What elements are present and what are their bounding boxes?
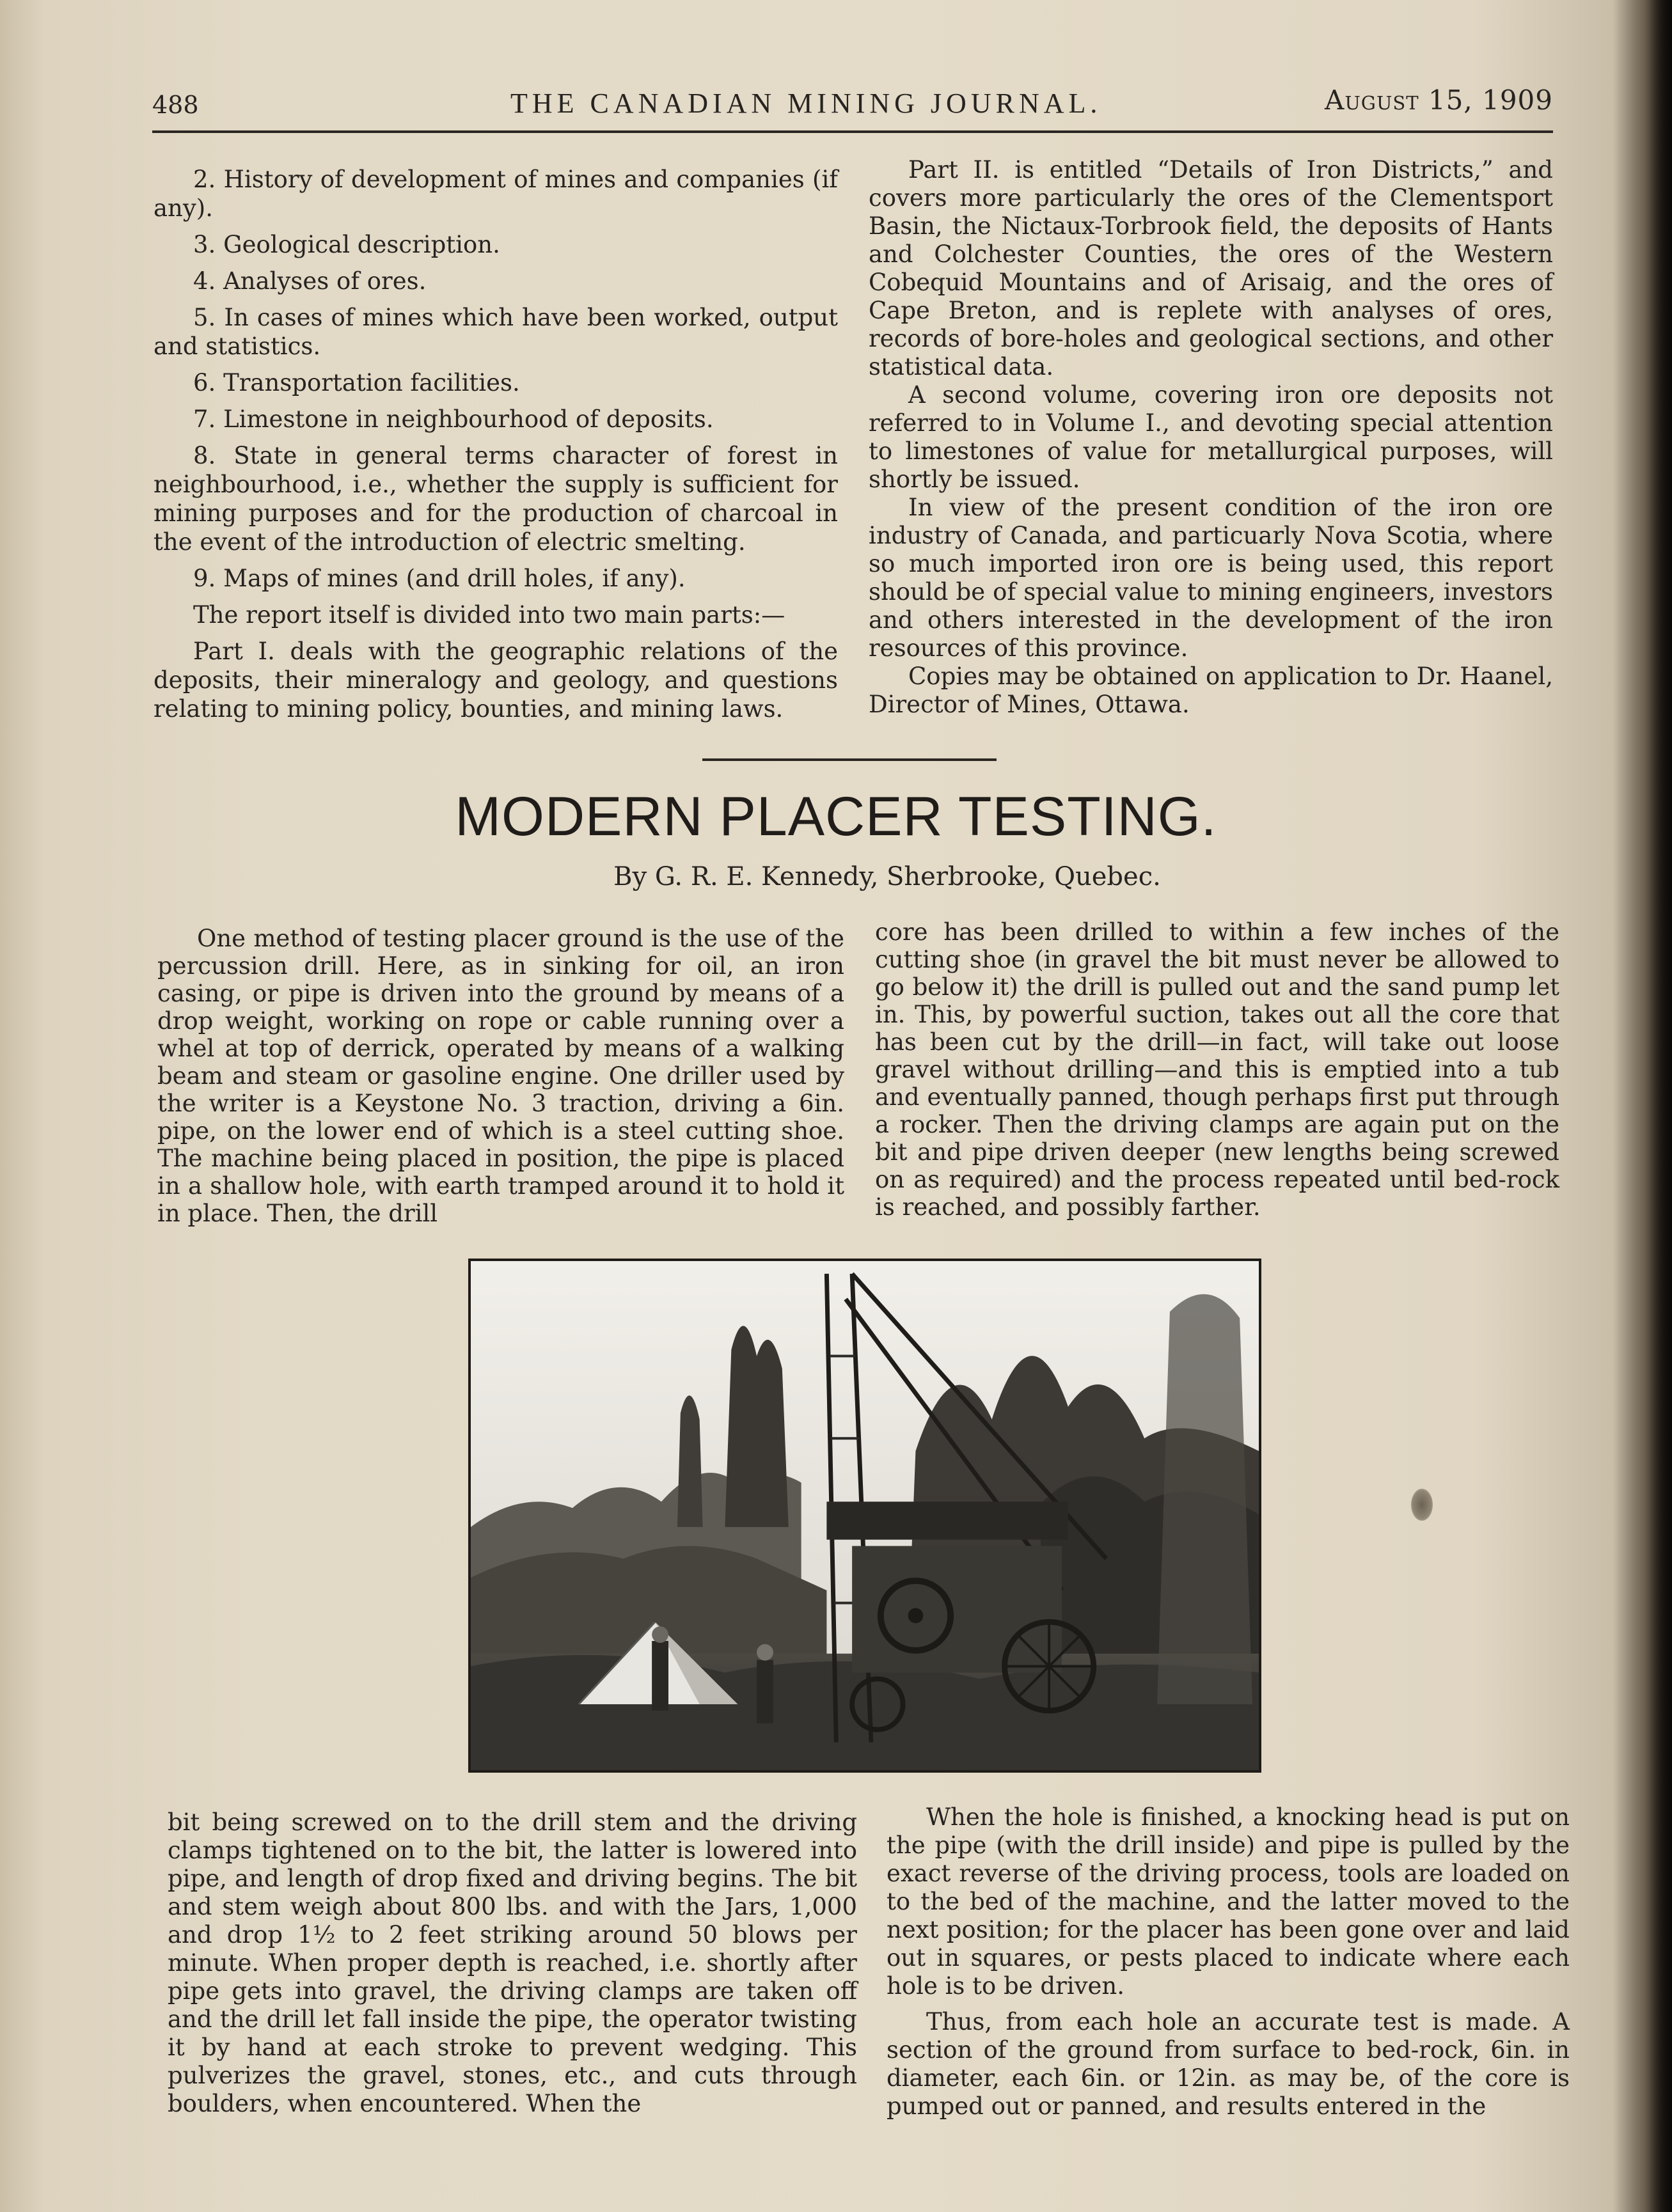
paragraph: In view of the present condition of the iron ore industry of Canada, and particuarly Nova Scotia, where so much imported iron ore is being used, this report should be of special value to mining engineers, investors and others interested in the development of the iron resources of this province. xyxy=(869,494,1553,662)
paragraph: Part I. deals with the geographic relations of the deposits, their mineralogy and geology, and questions relating to mining policy, bounties, and mining laws. xyxy=(154,638,838,723)
paragraph: A second volume, covering iron ore deposits not referred to in Volume I., and devoting special attention to limestones of value for metallurgical purposes, will shortly be issued. xyxy=(869,381,1553,493)
page-edge-shadow xyxy=(1614,0,1672,2212)
article-title: MODERN PLACER TESTING. xyxy=(455,786,1217,847)
article-column-3 xyxy=(168,1808,857,2118)
list-item: 6. Transportation facilities. xyxy=(193,369,520,396)
paragraph: Part II. is entitled “Details of Iron Districts,” and covers more particularly the ores of the Clementsport Basin, the Nictaux-Torbrook field, the deposits of Hants and Colchester Counties, the ores of the Western Cobequid Mountains and of Arisaig, and the ores of Cape Breton, and is replete with analyses of ores, records of bore-holes and geological sections, and other statistical data. xyxy=(869,156,1553,380)
paragraph: bit being screwed on to the drill stem and the driving clamps tightened on to the bit, the latter is lowered into pipe, and length of drop fixed and driving begins. The bit and stem weigh about 800 lbs. and with the Jars, 1,000 and drop 1½ to 2 feet striking around 50 blows per minute. When proper depth is reached, i.e. shortly after pipe gets into gravel, the driving clamps are taken off and the drill let fall inside the pipe, the operator twisting it by hand at each stroke to prevent wedging. This pulverizes the gravel, stones, etc., and cuts through boulders, when encountered. When the xyxy=(168,1808,857,2117)
paragraph: When the hole is finished, a knocking head is put on the pipe (with the drill inside) and pipe is pulled by the exact reverse of the driving process, tools are loaded on to the bed of the machine, and the latter moved to the next position; for the placer has been gone over and laid out in squares, or pests placed to indicate where each hole is to be driven. xyxy=(887,1803,1570,2000)
photo-illustration xyxy=(471,1261,1259,1770)
list-item: 7. Limestone in neighbourhood of deposits. xyxy=(193,405,714,433)
list-item: 5. In cases of mines which have been worked, output and statistics. xyxy=(154,304,838,360)
top-right-column xyxy=(869,156,1553,719)
list-item: 2. History of development of mines and companies (if any). xyxy=(154,166,838,222)
drill-rig-photograph xyxy=(468,1259,1261,1773)
article-column-1 xyxy=(157,925,844,1227)
paragraph: Thus, from each hole an accurate test is made. A section of the ground from surface to bed-rock, 6in. in diameter, each 6in. or 12in. as may be, of the core is pumped out or panned, and results entered in the xyxy=(887,2008,1570,2120)
page-number: 488 xyxy=(152,91,199,119)
paragraph: core has been drilled to within a few inches of the cutting shoe (in gravel the bit must never be allowed to go below it) the drill is pulled out and the sand pump let in. This, by powerful suction, takes out all the core that has been cut by the drill—in fact, will take out loose gravel without drilling—and this is emptied into a tub and eventually panned, though perhaps first put through a rocker. Then the driving clamps are again put on the bit and pipe driven deeper (new lengths being screwed on as required) and the process repeated until bed-rock is reached, and possibly farther. xyxy=(875,918,1559,1221)
list-item: 3. Geological description. xyxy=(193,231,500,258)
paragraph: One method of testing placer ground is the use of the percussion drill. Here, as in sinking for oil, an iron casing, or pipe is driven into the ground by means of a drop weight, working on rope or cable running over a whel at top of derrick, operated by means of a walking beam and steam or gasoline engine. One driller used by the writer is a Keystone No. 3 traction, driving a 6in. pipe, on the lower end of which is a steel cutting shoe. The machine being placed in position, the pipe is placed in a shallow hole, with earth tramped around it to hold it in place. Then, the drill xyxy=(157,925,844,1227)
page-header xyxy=(152,82,1553,136)
top-left-column xyxy=(154,165,838,723)
list-item: 4. Analyses of ores. xyxy=(193,267,427,295)
paper-smudge xyxy=(1411,1489,1433,1521)
list-item: 8. State in general terms character of forest in neighbourhood, i.e., whether the supply is sufficient for mining purposes and for the production of charcoal in the event of the introduction of electric smelting. xyxy=(154,442,838,556)
paragraph: The report itself is divided into two main parts:— xyxy=(193,601,785,629)
header-rule xyxy=(152,130,1553,133)
article-byline: By G. R. E. Kennedy, Sherbrooke, Quebec. xyxy=(613,862,1161,891)
issue-date: August 15, 1909 xyxy=(1325,84,1553,116)
paragraph: Copies may be obtained on application to Dr. Haanel, Director of Mines, Ottawa. xyxy=(869,663,1553,718)
section-rule xyxy=(702,758,997,761)
journal-title: THE CANADIAN MINING JOURNAL. xyxy=(510,88,1102,119)
article-column-4 xyxy=(887,1803,1570,2121)
list-item: 9. Maps of mines (and drill holes, if any). xyxy=(193,565,686,592)
article-column-2 xyxy=(875,918,1559,1221)
